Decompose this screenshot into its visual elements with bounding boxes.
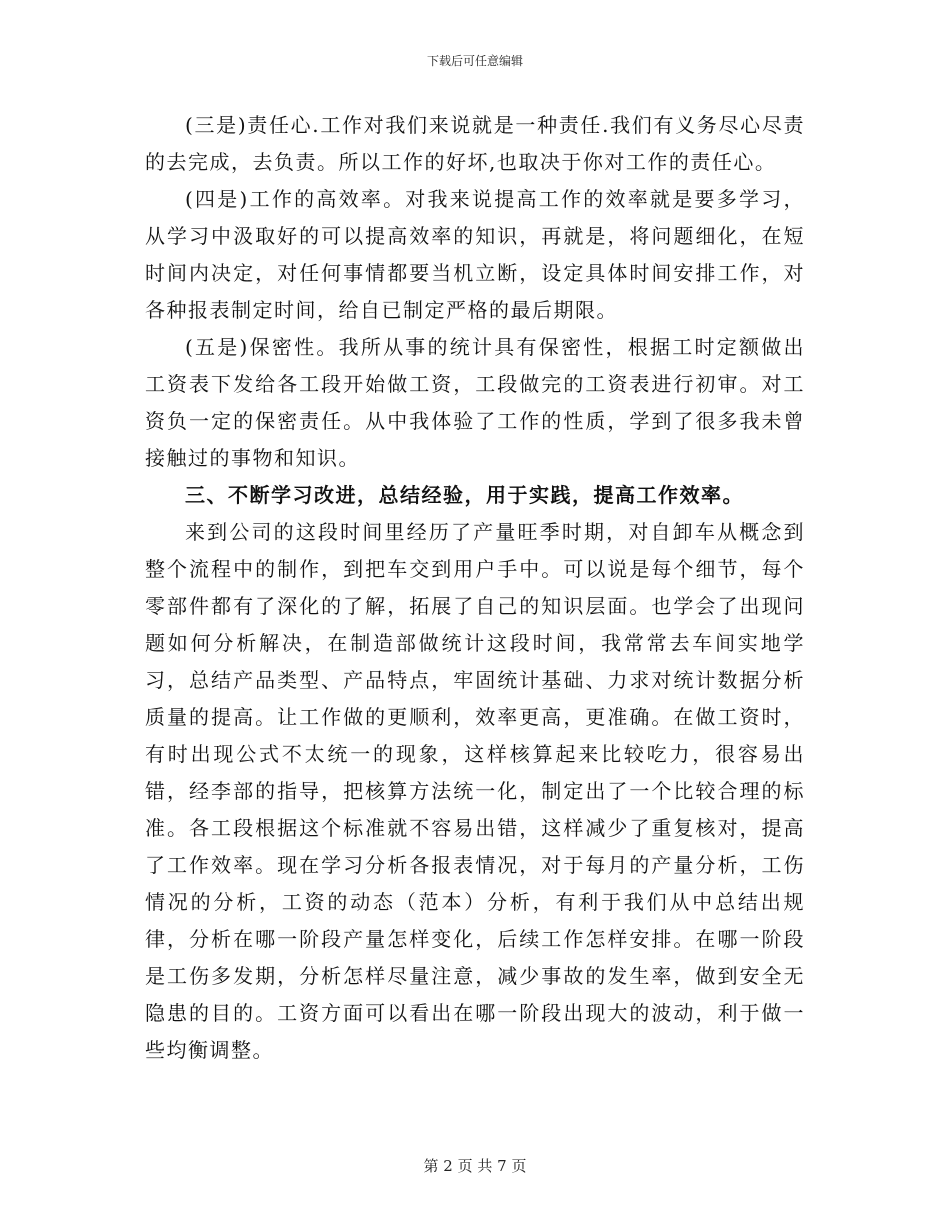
paragraph-responsibility: (三是)责任心.工作对我们来说就是一种责任.我们有义务尽心尽责的去完成，去负责。所以工作的好坏,也取决于你对工作的责任心。 bbox=[145, 113, 805, 174]
document-body bbox=[145, 107, 805, 1069]
section-heading-3: 三、不断学习改进，总结经验，用于实践，提高工作效率。 bbox=[185, 483, 744, 507]
paragraph-confidentiality: (五是)保密性。我所从事的统计具有保密性，根据工时定额做出工资表下发给各工段开始做工资，工段做完的工资表进行初审。对工资负一定的保密责任。从中我体验了工作的性质，学到了很多我未曾接触过的事物和知识。 bbox=[145, 335, 805, 470]
page-footer: 第 2 页 共 7 页 bbox=[423, 1157, 527, 1175]
page-header: 下载后可任意编辑 bbox=[426, 54, 523, 68]
paragraph-efficiency: (四是)工作的高效率。对我来说提高工作的效率就是要多学习，从学习中汲取好的可以提高效率的知识，再就是，将问题细化，在短时间内决定，对任何事情都要当机立断，设定具体时间安排工作，对各种报表制定时间，给自已制定严格的最后期限。 bbox=[145, 187, 805, 322]
paragraph-learning-improvement: 来到公司的这段时间里经历了产量旺季时期，对自卸车从概念到整个流程中的制作，到把车交到用户手中。可以说是每个细节，每个零部件都有了深化的了解，拓展了自己的知识层面。也学会了出现问题如何分析解决，在制造部做统计这段时间，我常常去车间实地学习，总结产品类型、产品特点，牢固统计基础、力求对统计数据分析质量的提高。让工作做的更顺利，效率更高，更准确。在做工资时，有时出现公式不太统一的现象，这样核算起来比较吃力，很容易出错，经李部的指导，把核算方法统一化，制定出了一个比较合理的标准。各工段根据这个标准就不容易出错，这样减少了重复核对，提高了工作效率。现在学习分析各报表情况，对于每月的产量分析，工伤情况的分析，工资的动态（范本）分析，有利于我们从中总结出规律，分析在哪一阶段产量怎样变化，后续工作怎样安排。在哪一阶段是工伤多发期，分析怎样尽量注意，减少事故的发生率，做到安全无隐患的目的。工资方面可以看出在哪一阶段出现大的波动，利于做一些均衡调整。 bbox=[145, 520, 805, 1062]
